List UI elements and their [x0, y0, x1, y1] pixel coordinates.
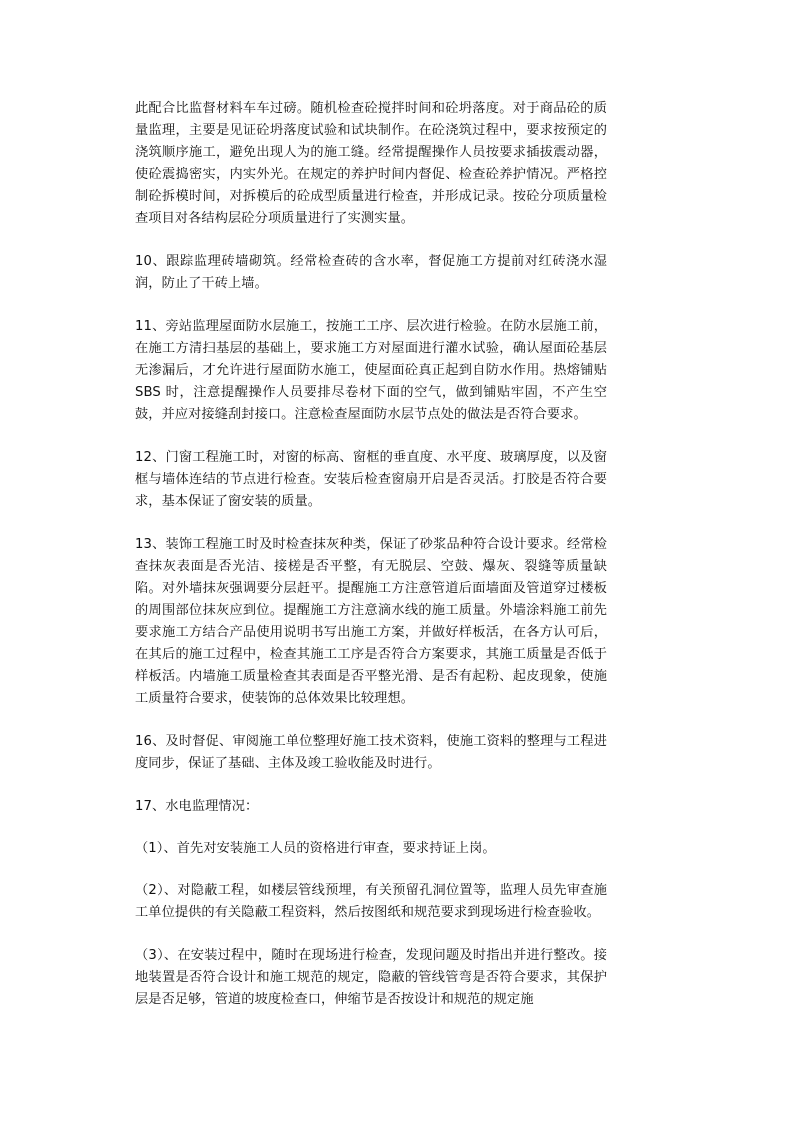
paragraph-concrete-supervision: 此配合比监督材料车车过磅。随机检查砼搅拌时间和砼坍落度。对于商品砼的质量监理，主要是见证砼坍落度试验和试块制作。在砼浇筑过程中，要求按预定的浇筑顺序施工，避免出现人为的施工缝。经常提醒操作人员按要求插拔震动器，使砼震捣密实，内实外光。在规定的养护时间内督促、检查砼养护情况。严格控制砼拆模时间，对拆模后的砼成型质量进行检查，并形成记录。按砼分项质量检查项目对各结构层砼分项质量进行了实测实量。 [135, 101, 607, 226]
document-page [135, 98, 607, 1032]
paragraph-subitem-2: （2）、对隐蔽工程，如楼层管线预埋，有关预留孔洞位置等，监理人员先审查施工单位提供的有关隐蔽工程资料，然后按图纸和规范要求到现场进行检查验收。 [135, 883, 607, 920]
paragraph-subitem-1: （1）、首先对安装施工人员的资格进行审查，要求持证上岗。 [135, 841, 496, 856]
paragraph-subitem-3: （3）、在安装过程中，随时在现场进行检查，发现问题及时指出并进行整改。接地装置是否符合设计和施工规范的规定，隐蔽的管线管弯是否符合要求，其保护层是否足够，管道的坡度检查口，伸缩节是否按设计和规范的规定施 [135, 948, 607, 1007]
paragraph-item-17-heading: 17、水电监理情况： [135, 799, 259, 814]
paragraph-item-16-technical-records: 16、及时督促、审阅施工单位整理好施工技术资料，使施工资料的整理与工程进度同步，保证了基础、主体及竣工验收能及时进行。 [135, 734, 607, 771]
paragraph-item-11-roof-waterproofing: 11、旁站监理屋面防水层施工，按施工工序、层次进行检验。在防水层施工前，在施工方清扫基层的基础上，要求施工方对屋面进行灌水试验，确认屋面砼基层无渗漏后，才允许进行屋面防水施工，使屋面砼真正起到自防水作用。热熔铺贴 SBS 时，注意提醒操作人员要排尽卷材下面的空气，做到铺贴牢固，不产生空鼓，并应对接缝刮封接口。注意检查屋面防水层节点处的做法是否符合要求。 [135, 319, 607, 422]
paragraph-item-10-brick-wall: 10、跟踪监理砖墙砌筑。经常检查砖的含水率，督促施工方提前对红砖浇水湿润，防止了干砖上墙。 [135, 254, 607, 291]
paragraph-item-12-windows: 12、门窗工程施工时，对窗的标高、窗框的垂直度、水平度、玻璃厚度，以及窗框与墙体连结的节点进行检查。安装后检查窗扇开启是否灵活。打胶是否符合要求，基本保证了窗安装的质量。 [135, 450, 607, 509]
paragraph-item-13-decoration: 13、装饰工程施工时及时检查抹灰种类，保证了砂浆品种符合设计要求。经常检查抹灰表面是否光洁、接槎是否平整，有无脱层、空鼓、爆灰、裂缝等质量缺陷。对外墙抹灰强调要分层赶平。提醒施工方注意管道后面墙面及管道穿过楼板的周围部位抹灰应到位。提醒施工方注意滴水线的施工质量。外墙涂料施工前先要求施工方结合产品使用说明书写出施工方案，并做好样板活，在各方认可后，在其后的施工过程中，检查其施工工序是否符合方案要求，其施工质量是否低于样板活。内墙施工质量检查其表面是否平整光滑、是否有起粉、起皮现象，使施工质量符合要求，使装饰的总体效果比较理想。 [135, 537, 607, 706]
